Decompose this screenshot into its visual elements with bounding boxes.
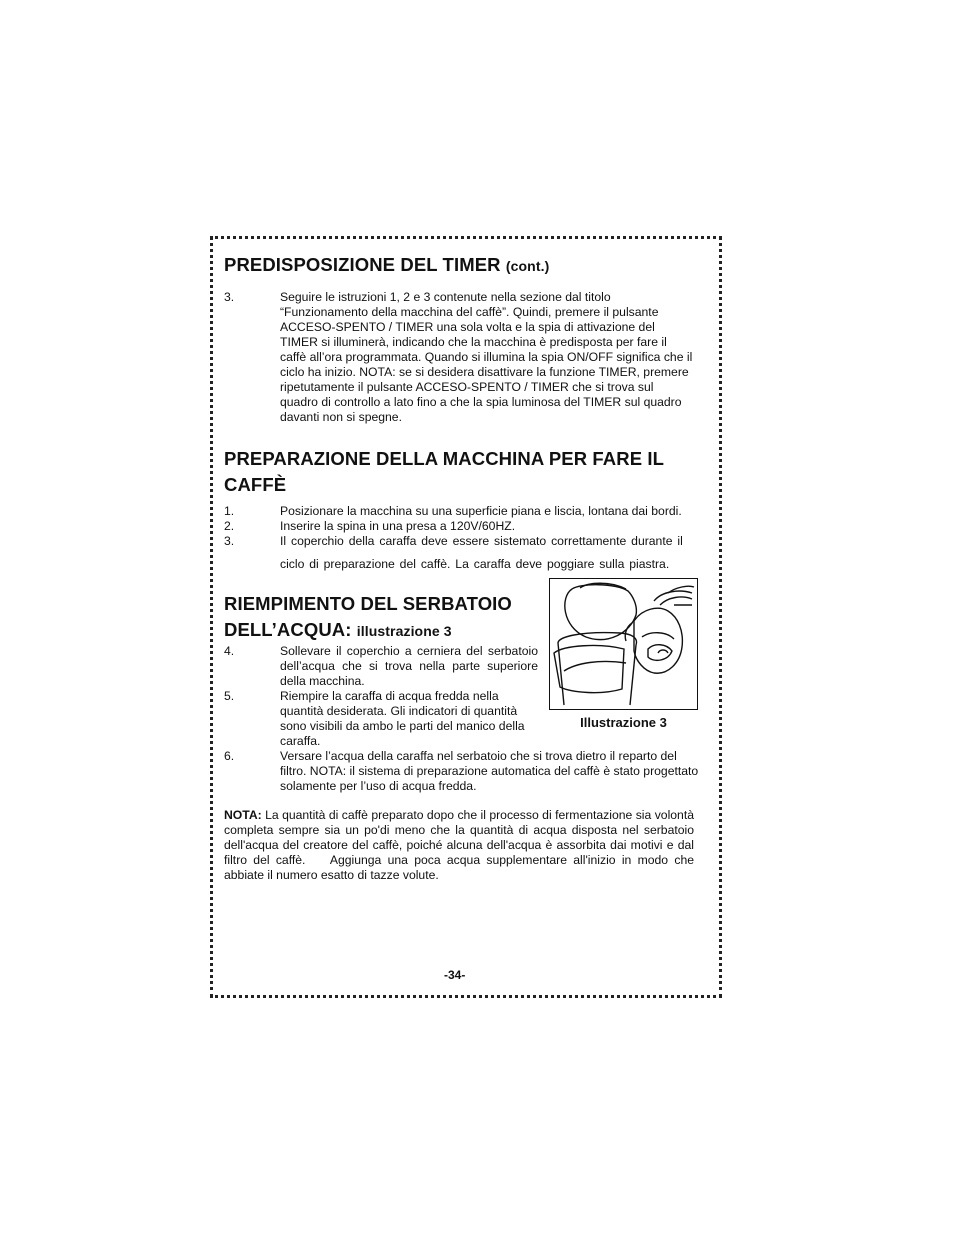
item-number: 3.	[224, 534, 235, 548]
page-number: -34-	[444, 968, 466, 982]
item-number: 6.	[224, 749, 235, 763]
coffee-maker-illustration	[549, 578, 698, 710]
item-number: 4.	[224, 644, 235, 658]
item-text: Il coperchio della caraffa deve essere sistemato correttamente durante il	[280, 534, 683, 548]
item-text: Posizionare la macchina su una superficie piana e liscia, lontana dai bordi.	[280, 504, 682, 518]
title-suffix: illustrazione 3	[356, 623, 452, 639]
note-text: La quantità di caffè preparato dopo che il processo di fermentazione sia volontà completa sempre sia un po'di meno che la quantità di acqua disposta nel serbatoio dell'acqua del creatore del caffè, poiché alcuna dell'acqua è assorbita dai motivi e dal filtro del caffè. Aggiunga una poca acqua supplementare all'inizio in modo che abbiate il numero esatto di tazze volute.	[224, 808, 698, 882]
section-title-water-reservoir: RIEMPIMENTO DEL SERBATOIO DELL’ACQUA: illustrazione 3	[224, 593, 512, 640]
list-item	[224, 519, 704, 534]
list-item-continuation	[224, 557, 704, 572]
item-number: 5.	[224, 689, 235, 703]
item-text: ciclo di preparazione del caffè. La caraffa deve poggiare sulla piastra.	[280, 557, 670, 571]
item-text: Riempire la caraffa di acqua fredda nella quantità desiderata. Gli indicatori di quantità sono visibili da ambo le parti del manico della caraffa.	[280, 689, 525, 748]
item-text: Seguire le istruzioni 1, 2 e 3 contenute nella sezione dal titolo “Funzionamento della macchina del caffè”. Quindi, premere il pulsante ACCESO-SPENTO / TIMER una sola volta e la spia di attivazione del TIMER si illuminerà, indicando che la macchina è predisposta per fare il caffè all’ora programmata. Quando si illumina la spia ON/OFF significa che il ciclo ha inizio. NOTA: se si desidera disattivare la funzione TIMER, premere ripetutamente il pulsante ACCESO-SPENTO / TIMER che si trova sul quadro di controllo a lato fino a che la spia luminosa del TIMER sul quadro davanti non si spegne.	[280, 290, 693, 424]
preparation-instructions	[224, 504, 704, 572]
list-item	[224, 534, 704, 549]
list-item	[224, 749, 704, 794]
item-number: 2.	[224, 519, 235, 533]
illustration-caption: Illustrazione 3	[580, 715, 667, 730]
timer-instructions	[224, 290, 704, 425]
coffee-pour-icon	[550, 579, 696, 708]
item-number: 3.	[224, 290, 235, 304]
item-text: Sollevare il coperchio a cerniera del serbatoio dell’acqua che si trova nella parte superiore della macchina.	[280, 644, 538, 688]
section-title-preparation: PREPARAZIONE DELLA MACCHINA PER FARE IL CAFFÈ	[224, 448, 665, 495]
list-item	[224, 504, 704, 519]
note-paragraph	[224, 808, 698, 883]
section-title-timer: PREDISPOSIZIONE DEL TIMER (cont.)	[224, 254, 550, 275]
list-item	[224, 290, 704, 425]
note-label: NOTA:	[224, 808, 262, 822]
item-text: Inserire la spina in una presa a 120V/60HZ.	[280, 519, 516, 533]
item-number: 1.	[224, 504, 235, 518]
item-text: Versare l’acqua della caraffa nel serbatoio che si trova dietro il reparto del filtro. NOTA: il sistema di preparazione automatica del caffè è stato progettato solamente per l’uso di acqua fredda.	[280, 749, 699, 793]
page-content	[224, 248, 704, 883]
title-suffix: (cont.)	[505, 258, 550, 274]
